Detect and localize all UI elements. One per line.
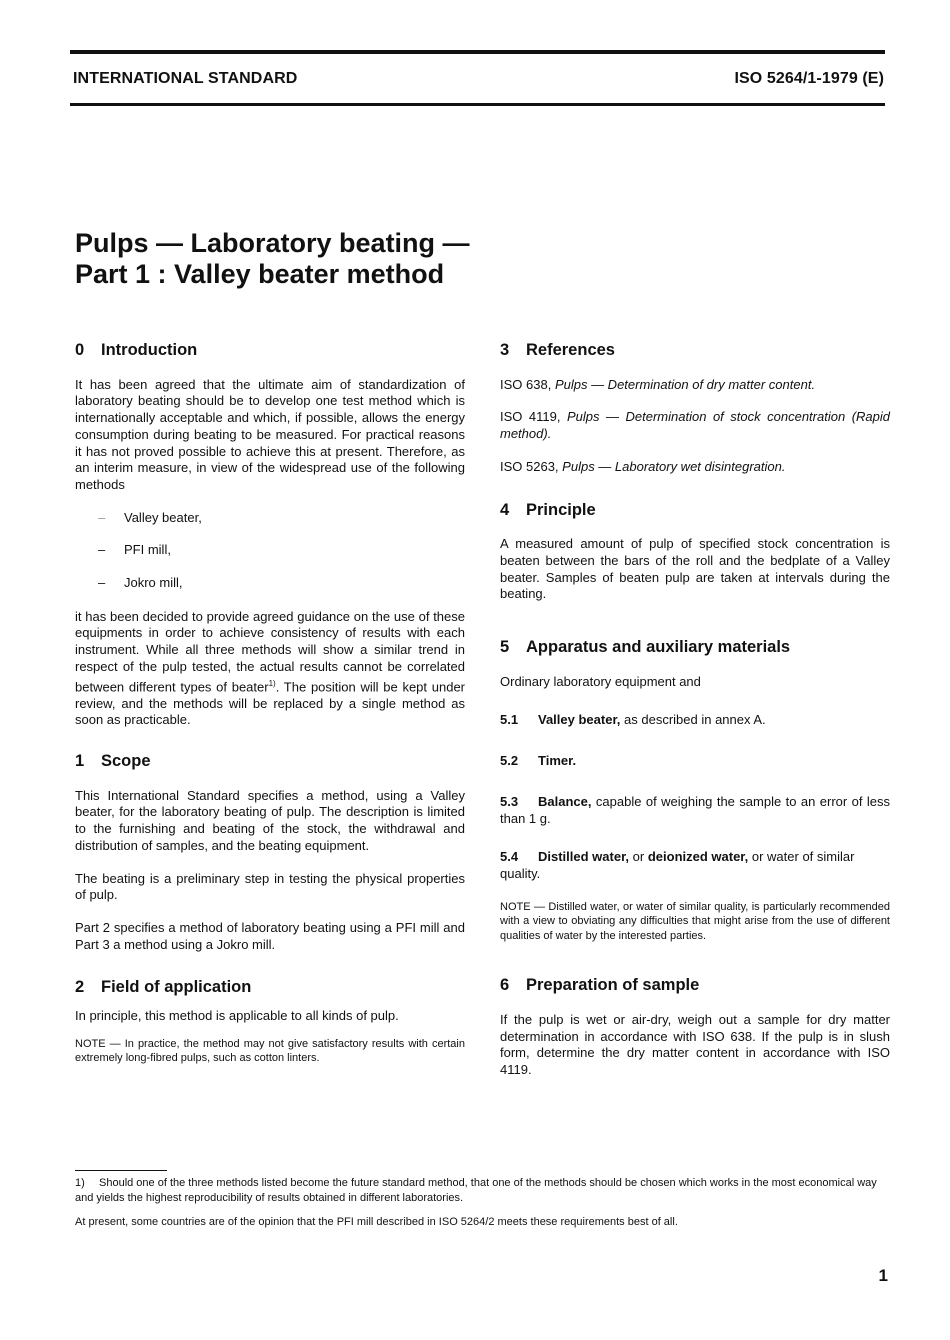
footnote-mark: 1) (75, 1177, 85, 1189)
section-scope (75, 753, 465, 953)
scope-paragraph-1: This International Standard specifies a method, using a Valley beater, for the laboratory beating of pulp. The description is limited to the furnishing and beating of the stock, the withdrawal and distribution of samples, and the beating equipment. (75, 787, 465, 853)
header-document-id: ISO 5264/1-1979 (E) (734, 70, 884, 87)
principle-paragraph-1: A measured amount of pulp of specified stock concentration is beaten between the bars of the roll and the bedplate of a Valley beater. Samples of beaten pulp are taken at intervals during the beating. (500, 536, 890, 602)
right-column (500, 342, 890, 1095)
section-apparatus (500, 639, 890, 943)
section-heading: 2 Field of application (75, 978, 252, 997)
methods-list (75, 510, 465, 592)
list-item: – PFI mill, (98, 542, 171, 558)
subclause-5-2: 5.2 Timer. (500, 753, 577, 769)
footnote-text: Should one of the three methods listed become the future standard method, that one of the methods should be chosen which works in the most economical way and yields the highest reproducibility of results obtained in different laboratories. (75, 1177, 877, 1204)
field-note: NOTE — In practice, the method may not give satisfactory results with certain extremely long-fibred pulps, such as cotton linters. (75, 1037, 465, 1065)
list-item: – Jokro mill, (98, 575, 183, 591)
section-references (500, 342, 890, 476)
preparation-paragraph-1: If the pulp is wet or air-dry, weigh out a sample for dry matter determination in accordance with ISO 638. If the pulp is in slush form, determine the dry matter content in accordance with ISO 4119. (500, 1011, 890, 1077)
footnote-rule (75, 1170, 167, 1171)
reference-item: ISO 638, Pulps — Determination of dry matter content. (500, 376, 816, 392)
section-principle (500, 502, 890, 604)
scope-paragraph-3: Part 2 specifies a method of laboratory beating using a PFI mill and Part 3 a method using a Jokro mill. (75, 919, 465, 952)
field-paragraph-1: In principle, this method is applicable to all kinds of pulp. (75, 1008, 399, 1024)
title-line-1: Pulps — Laboratory beating — (75, 228, 470, 258)
section-field-of-application (75, 979, 465, 1065)
reference-item: ISO 4119, Pulps — Determination of stock concentration (Rapid method). (500, 409, 890, 442)
reference-item: ISO 5263, Pulps — Laboratory wet disintegration. (500, 458, 786, 474)
list-item: – Valley beater, (98, 509, 202, 525)
section-introduction (75, 342, 465, 729)
subclause-5-1: 5.1 Valley beater, as described in annex A. (500, 712, 766, 728)
section-heading: 4 Principle (500, 500, 596, 519)
intro-paragraph-2: it has been decided to provide agreed guidance on the use of these equipments in order to achieve consistency of results with each instrument. While all three methods will show a similar trend in respect of the pulp tested, the actual results cannot be correlated between different types of beater$^{1)}$. The position will be kept under review, and the methods will be replaced by a single method as soon as practicable. (75, 608, 465, 728)
section-heading: 3 References (500, 341, 615, 359)
top-rule-thick (70, 50, 885, 54)
footnote (75, 1176, 890, 1206)
section-heading: 0 Introduction (75, 341, 198, 359)
intro-paragraph-1: It has been agreed that the ultimate aim of standardization of laboratory beating should be to develop one test method which is internationally acceptable and which, if possible, allows the energy consumption during beating to be measured. For practical reasons it has not proved possible to achieve this at present. Therefore, as an interim measure, in view of the widespread use of the following methods (75, 376, 465, 492)
scope-paragraph-2: The beating is a preliminary step in testing the physical properties of pulp. (75, 870, 465, 903)
apparatus-intro: Ordinary laboratory equipment and (500, 673, 701, 689)
section-preparation-of-sample (500, 977, 890, 1079)
header-standard-label: INTERNATIONAL STANDARD (73, 70, 298, 87)
subclause-5-4: 5.4 Distilled water, or deionized water, or water of similar quality. (500, 849, 855, 881)
footnote-continuation: At present, some countries are of the opinion that the PFI mill described in ISO 5264/2 meets these requirements best of all. (75, 1216, 678, 1228)
apparatus-note: NOTE — Distilled water, or water of similar quality, is particularly recommended with a view to obviating any difficulties that might arise from the use of different qualities of water by the interested parties. (500, 900, 890, 942)
header-rule (70, 103, 885, 106)
left-column (75, 342, 465, 1082)
section-heading: 5 Apparatus and auxiliary materials (500, 638, 791, 657)
title-line-2: Part 1 : Valley beater method (75, 259, 445, 289)
page-number: 1 (878, 1266, 888, 1285)
section-heading: 1 Scope (75, 751, 151, 770)
subclause-5-3: 5.3 Balance, capable of weighing the sample to an error of less than 1 g. (500, 793, 890, 826)
footnote-ref: 1) (268, 678, 276, 688)
page-title (75, 228, 470, 290)
section-heading: 6 Preparation of sample (500, 976, 700, 995)
